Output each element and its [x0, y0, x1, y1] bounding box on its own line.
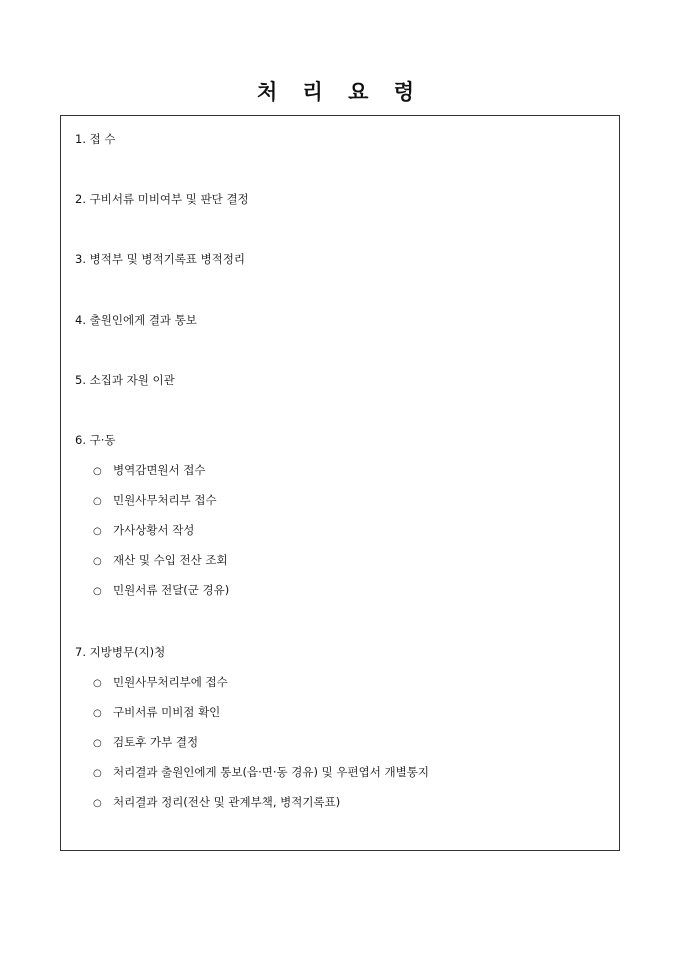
- list-item-text: 가사상황서 작성: [113, 523, 195, 537]
- bullet-circle-icon: ○: [93, 496, 102, 507]
- list-item: [93, 705, 220, 721]
- list-item: [93, 463, 206, 479]
- list-item-text: 병역감면원서 접수: [113, 463, 206, 477]
- section-heading-4: 4. 출원인에게 결과 통보: [75, 313, 197, 327]
- list-item-text: 민원사무처리부 접수: [113, 493, 217, 507]
- list-item: [93, 553, 228, 569]
- list-item-text: 처리결과 출원인에게 통보(읍·면·동 경유) 및 우편엽서 개별통지: [113, 765, 429, 779]
- bullet-circle-icon: ○: [93, 586, 102, 597]
- list-item: [93, 583, 229, 599]
- list-item: [93, 675, 228, 691]
- page-title: 처 리 요 령: [256, 79, 424, 104]
- list-item-text: 구비서류 미비점 확인: [113, 705, 221, 719]
- list-item: [93, 523, 194, 539]
- bullet-circle-icon: ○: [93, 738, 102, 749]
- bullet-circle-icon: ○: [93, 466, 102, 477]
- list-item-text: 처리결과 정리(전산 및 관계부책, 병적기록표): [113, 795, 341, 809]
- section-heading-2: 2. 구비서류 미비여부 및 판단 결정: [75, 192, 249, 206]
- section-heading-1: 1. 접 수: [75, 132, 116, 146]
- bullet-circle-icon: ○: [93, 678, 102, 689]
- bullet-circle-icon: ○: [93, 526, 102, 537]
- content-box: [60, 115, 620, 851]
- list-item-text: 검토후 가부 결정: [113, 735, 199, 749]
- list-item-text: 민원사무처리부에 접수: [113, 675, 228, 689]
- bullet-circle-icon: ○: [93, 708, 102, 719]
- list-item-text: 재산 및 수입 전산 조회: [113, 553, 228, 567]
- list-item: [93, 735, 198, 751]
- section-heading-6: 6. 구·동: [75, 433, 116, 447]
- list-item-text: 민원서류 전달(군 경유): [113, 583, 230, 597]
- bullet-circle-icon: ○: [93, 798, 102, 809]
- list-item: [93, 493, 217, 509]
- list-item: [93, 765, 429, 781]
- section-heading-3: 3. 병적부 및 병적기록표 병적정리: [75, 252, 246, 266]
- section-heading-5: 5. 소집과 자원 이관: [75, 373, 175, 387]
- bullet-circle-icon: ○: [93, 556, 102, 567]
- list-item: [93, 795, 340, 811]
- bullet-circle-icon: ○: [93, 768, 102, 779]
- section-heading-7: 7. 지방병무(지)청: [75, 645, 166, 659]
